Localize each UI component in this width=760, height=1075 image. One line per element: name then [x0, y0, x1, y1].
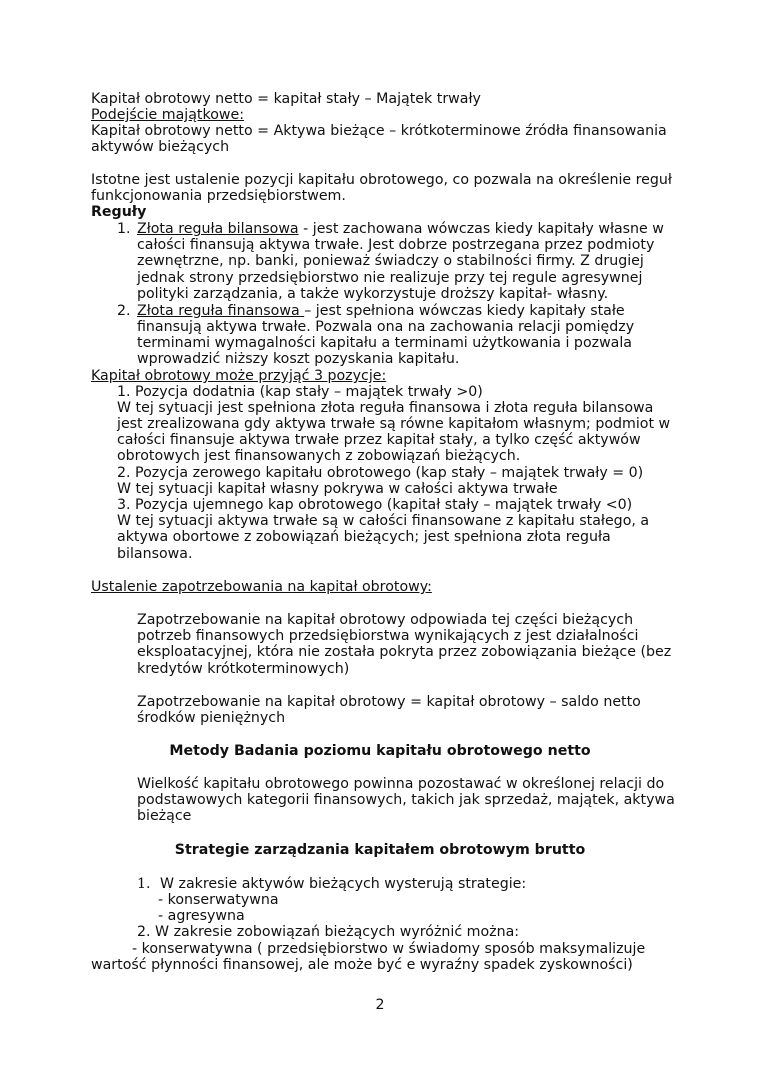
- demand-formula-line1: Zapotrzebowanie na kapitał obrotowy = kapitał obrotowy – saldo netto: [137, 694, 641, 710]
- rule1-line3: zewnętrzne, np. banki, ponieważ świadczy o stabilności firmy. Z drugiej: [137, 253, 644, 269]
- demand-def-line4: kredytów krótkoterminowych): [137, 661, 350, 677]
- rule1-name: Złota reguła bilansowa: [137, 221, 299, 237]
- position1-line1: W tej sytuacji jest spełniona złota reguła finansowa i złota reguła bilansowa: [117, 400, 654, 416]
- formula-working-capital-net: Kapitał obrotowy netto = kapitał stały – Majątek trwały: [91, 91, 481, 107]
- rule2-line2: finansują aktywa trwałe. Pozwala ona na zachowania relacji pomiędzy: [137, 319, 635, 335]
- methods-text-line2: podstawowych kategorii finansowych, takich jak sprzedaż, majątek, aktywa: [137, 792, 675, 808]
- demand-def-line3: eksploatacyjnej, która nie została pokryta przez zobowiązania bieżące (bez: [137, 644, 672, 660]
- position3-line1: W tej sytuacji aktywa trwałe są w całości finansowane z kapitału stałego, a: [117, 513, 650, 529]
- rule1-line5: polityki zarządzania, a także wykorzystuje droższy kapitał- własny.: [137, 286, 609, 302]
- demand-heading: Ustalenie zapotrzebowania na kapitał obrotowy:: [91, 579, 432, 595]
- rule1-line4: jednak strony przedsiębiorstwo nie realizuje przy tej regule agresywnej: [137, 270, 643, 286]
- rule2-line3: terminami wymagalności kapitału a terminami użytkowania i pozwala: [137, 335, 633, 351]
- methods-heading: Metody Badania poziomu kapitału obrotowego netto: [169, 743, 591, 759]
- demand-def-line2: potrzeb finansowych przedsiębiorstwa wynikających z jest działalności: [137, 628, 639, 644]
- demand-def-line1: Zapotrzebowanie na kapitał obrotowy odpowiada tej części bieżących: [137, 612, 634, 628]
- position1-title: 1. Pozycja dodatnia (kap stały – majątek trwały >0): [117, 384, 483, 400]
- position2-title: 2. Pozycja zerowego kapitału obrotowego (kap stały – majątek trwały = 0): [117, 465, 644, 481]
- position1-line3: całości finansuje aktywa trwałe przez kapitał stały, a tylko część aktywów: [117, 432, 641, 448]
- position3-line2: aktywa obortowe z zobowiązań bieżących; jest spełniona złota reguła: [117, 529, 611, 545]
- demand-formula-line2: środków pieniężnych: [137, 710, 286, 726]
- formula-asset-approach-line2: aktywów bieżących: [91, 139, 230, 155]
- methods-text-line1: Wielkość kapitału obrotowego powinna pozostawać w określonej relacji do: [137, 776, 665, 792]
- position1-line4: obrotowych jest finansowanych z zobowiązań bieżących.: [117, 448, 521, 464]
- rule1-line2: całości finansują aktywa trwałe. Jest dobrze postrzegana przez podmioty: [137, 237, 655, 253]
- strategy2-line2: wartość płynności finansowej, ale może być e wyraźny spadek zyskowności): [91, 957, 633, 973]
- page-number: 2: [375, 997, 385, 1013]
- position1-line2: jest zrealizowana gdy aktywa trwałe są równe kapitałom własnym; podmiot w: [117, 416, 671, 432]
- position2-line1: W tej sytuacji kapitał własny pokrywa w całości aktywa trwałe: [117, 481, 558, 497]
- approach-heading: Podejście majątkowe:: [91, 107, 244, 123]
- positions-heading: Kapitał obrotowy może przyjąć 3 pozycje:: [91, 368, 387, 384]
- formula-asset-approach-line1: Kapitał obrotowy netto = Aktywa bieżące – krótkoterminowe źródła finansowania: [91, 123, 667, 139]
- rule1-line1-rest: - jest zachowana wówczas kiedy kapitały własne w: [298, 221, 664, 237]
- importance-line2: funkcjonowania przedsiębiorstwem.: [91, 188, 346, 204]
- methods-text-line3: bieżące: [137, 808, 192, 824]
- strategy1-number: 1.: [137, 876, 151, 892]
- strategy1-conservative: - konserwatywna: [158, 892, 279, 908]
- rule1-number: 1.: [117, 221, 131, 237]
- rule1-line1: [137, 221, 664, 238]
- rule2-line1: [137, 303, 625, 320]
- rule2-name: Złota reguła finansowa: [137, 303, 305, 319]
- importance-line1: Istotne jest ustalenie pozycji kapitału obrotowego, co pozwala na określenie reguł: [91, 172, 672, 188]
- strategies-heading: Strategie zarządzania kapitałem obrotowym brutto: [174, 842, 586, 858]
- strategy2-title: 2. W zakresie zobowiązań bieżących wyróżnić można:: [137, 924, 520, 940]
- strategy1-aggressive: - agresywna: [158, 908, 245, 924]
- rule2-line1-rest: – jest spełniona wówczas kiedy kapitały stałe: [304, 303, 625, 319]
- rule2-number: 2.: [117, 303, 131, 319]
- rule2-line4: wprowadzić niższy koszt pozyskania kapitału.: [137, 351, 460, 367]
- position3-line3: bilansowa.: [117, 546, 193, 562]
- rules-heading: Reguły: [91, 204, 147, 220]
- strategy1-text: W zakresie aktywów bieżących wysterują strategie:: [160, 876, 527, 892]
- position3-title: 3. Pozycja ujemnego kap obrotowego (kapitał stały – majątek trwały <0): [117, 497, 633, 513]
- strategy2-line1: - konserwatywna ( przedsiębiorstwo w świadomy sposób maksymalizuje: [132, 941, 646, 957]
